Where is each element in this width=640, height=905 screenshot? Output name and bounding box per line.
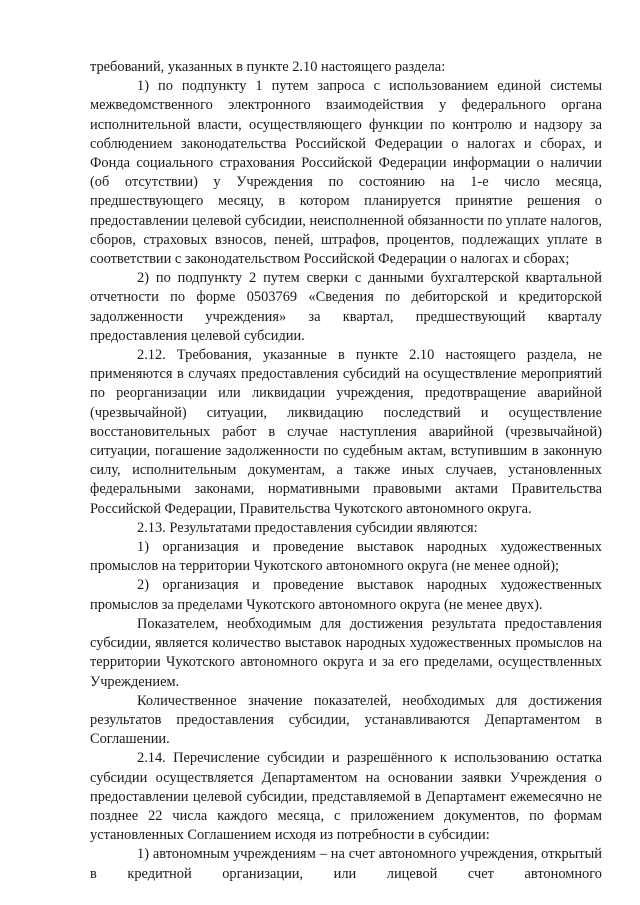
paragraph-2-14: 2.14. Перечисление субсидии и разрешённого к использованию остатка субсидии осуществляется Департаментом на основании заявки Учреждения о предоставлении целевой субсидии, представляемой в Департамент ежемесячно не позднее 22 числа каждого месяца, с приложением документов, по формам установленных Соглашением исходя из потребности в субсидии:	[90, 750, 602, 844]
document-body	[90, 58, 602, 884]
paragraph-indicator-value: Количественное значение показателей, необходимых для достижения результатов предоставления субсидии, устанавливаются Департаментом в Соглашении.	[90, 692, 602, 748]
paragraph-autonomous-institutions: 1) автономным учреждениям – на счет автономного учреждения, открытый в кредитной организации, или лицевой счет автономного	[90, 846, 602, 882]
paragraph-result-1: 1) организация и проведение выставок народных художественных промыслов на территории Чукотского автономного округа (не менее одной);	[90, 539, 602, 575]
paragraph-2-13: 2.13. Результатами предоставления субсидии являются:	[137, 519, 478, 536]
paragraph-result-2: 2) организация и проведение выставок народных художественных промыслов за пределами Чукотского автономного округа (не менее двух).	[90, 577, 602, 613]
paragraph-subitem-1: 1) по подпункту 1 путем запроса с использованием единой системы межведомственного электронного взаимодействия у федерального органа исполнительной власти, осуществляющего функции по контролю и надзору за соблюдением законодательства Российской Федерации о налогах и сборах, и Фонда социального страхования Российской Федерации информации о наличии (об отсутствии) у Учреждения по состоянию на 1-е число месяца, предшествующего месяцу, в котором планируется принятие решения о предоставлении целевой субсидии, неисполненной обязанности по уплате налогов, сборов, страховых взносов, пеней, штрафов, процентов, подлежащих уплате в соответствии с законодательством Российской Федерации о налогах и сборах;	[90, 78, 602, 268]
paragraph-continuation: требований, указанных в пункте 2.10 настоящего раздела:	[90, 59, 446, 75]
paragraph-subitem-2: 2) по подпункту 2 путем сверки с данными бухгалтерской квартальной отчетности по форме 0503769 «Сведения по дебиторской и кредиторской задолженности учреждения» за квартал, предшествующий кварталу предоставления целевой субсидии.	[90, 270, 602, 344]
paragraph-indicator: Показателем, необходимым для достижения результата предоставления субсидии, является количество выставок народных художественных промыслов на территории Чукотского автономного округа и за его пределами, осуществленных Учреждением.	[90, 615, 602, 690]
paragraph-2-12: 2.12. Требования, указанные в пункте 2.10 настоящего раздела, не применяются в случаях предоставления субсидий на осуществление мероприятий по реорганизации или ликвидации учреждения, предотвращение аварийной (чрезвычайной) ситуации, ликвидацию последствий и осуществление восстановительных работ в случае наступления аварийной (чрезвычайной) ситуации, погашение задолженности по судебным актам, вступившим в законную силу, исполнительным документам, а также иных случаев, установленных федеральными законами, нормативными правовыми актами Правительства Российской Федерации, Правительства Чукотского автономного округа.	[90, 347, 602, 517]
